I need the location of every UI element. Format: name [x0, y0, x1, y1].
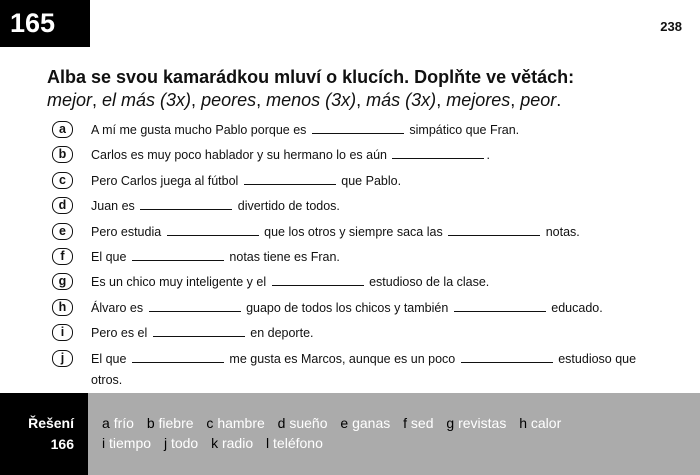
answer-blank[interactable]	[132, 352, 224, 363]
word: mejor	[47, 90, 93, 110]
answer-blank[interactable]	[149, 301, 241, 312]
exercise-item-h	[52, 298, 652, 319]
item-letter-badge: f	[52, 248, 73, 265]
exercise-items	[52, 120, 652, 395]
answer-blank[interactable]	[272, 275, 364, 286]
answer-key: g revistas	[446, 415, 507, 431]
item-sentence: Es un chico muy inteligente y el estudioso de la clase.	[91, 275, 490, 290]
item-letter-badge: g	[52, 273, 73, 290]
answer-key: i tiempo	[102, 435, 152, 451]
exercise-item-d	[52, 196, 652, 217]
word: más (3x)	[366, 90, 437, 110]
item-sentence: El que notas tiene es Fran.	[91, 249, 340, 264]
exercise-item-g	[52, 272, 652, 293]
item-sentence: A mí me gusta mucho Pablo porque es simpático que Fran.	[91, 123, 520, 137]
exercise-item-e	[52, 222, 652, 243]
solution-label	[0, 393, 88, 475]
page-number: 238	[660, 19, 682, 34]
instructions	[47, 66, 667, 112]
solution-footer	[0, 393, 700, 475]
item-letter-badge: b	[52, 146, 73, 163]
word: el más (3x)	[102, 90, 192, 110]
answer-blank[interactable]	[244, 174, 336, 185]
answer-blank[interactable]	[167, 225, 259, 236]
exercise-item-f	[52, 247, 652, 268]
word: mejores	[446, 90, 511, 110]
answer-blank[interactable]	[132, 250, 224, 261]
item-sentence: Pero Carlos juega al fútbol que Pablo.	[91, 173, 402, 188]
answer-key: d sueño	[277, 415, 328, 431]
item-sentence: Carlos es muy poco hablador y su hermano lo es aún .	[91, 148, 490, 163]
item-letter-badge: h	[52, 299, 73, 316]
answer-row	[102, 413, 570, 433]
answer-key: e ganas	[340, 415, 391, 431]
word: menos (3x)	[266, 90, 357, 110]
answer-blank[interactable]	[392, 148, 484, 159]
item-letter-badge: a	[52, 121, 73, 138]
answer-key: b fiebre	[146, 415, 194, 431]
answer-key: a frío	[102, 415, 134, 431]
word-bank: mejor, el más (3x), peores, menos (3x), más (3x), mejores, peor.	[47, 90, 562, 110]
instruction-title: Alba se svou kamarádkou mluví o klucích. Doplňte ve větách:	[47, 67, 575, 87]
exercise-item-a	[52, 120, 652, 141]
answer-blank[interactable]	[140, 199, 232, 210]
answer-blank[interactable]	[454, 301, 546, 312]
item-letter-badge: e	[52, 223, 73, 240]
item-sentence: Juan es divertido de todos.	[91, 199, 340, 214]
answer-key: f sed	[403, 415, 434, 431]
exercise-item-b	[52, 145, 652, 166]
answer-blank[interactable]	[153, 326, 245, 337]
item-letter-badge: i	[52, 324, 73, 341]
solution-ref: 166	[50, 436, 74, 452]
word: peor	[520, 90, 557, 110]
answer-row	[102, 433, 570, 453]
exercise-item-i	[52, 323, 652, 344]
exercise-number: 165	[0, 0, 90, 47]
answer-blank[interactable]	[461, 352, 553, 363]
item-sentence: Álvaro es guapo de todos los chicos y también educado.	[91, 300, 603, 315]
item-letter-badge: d	[52, 197, 73, 214]
item-letter-badge: c	[52, 172, 73, 189]
item-letter-badge: j	[52, 350, 73, 367]
answer-key: j todo	[163, 435, 199, 451]
exercise-item-c	[52, 171, 652, 192]
answer-key: h calor	[519, 415, 562, 431]
word: peores	[201, 90, 257, 110]
answer-blank[interactable]	[312, 123, 404, 134]
solution-title: Řešení	[28, 415, 74, 431]
answer-blank[interactable]	[448, 225, 540, 236]
item-sentence: Pero es el en deporte.	[91, 326, 314, 341]
answer-key: l teléfono	[266, 435, 323, 451]
solution-answers	[102, 413, 570, 453]
exercise-item-j	[52, 349, 652, 391]
answer-key: c hambre	[206, 415, 265, 431]
answer-key: k radio	[211, 435, 254, 451]
item-sentence: Pero estudia que los otros y siempre saca las notas.	[91, 224, 580, 239]
item-sentence: El que me gusta es Marcos, aunque es un poco estudioso que otros.	[91, 351, 637, 387]
